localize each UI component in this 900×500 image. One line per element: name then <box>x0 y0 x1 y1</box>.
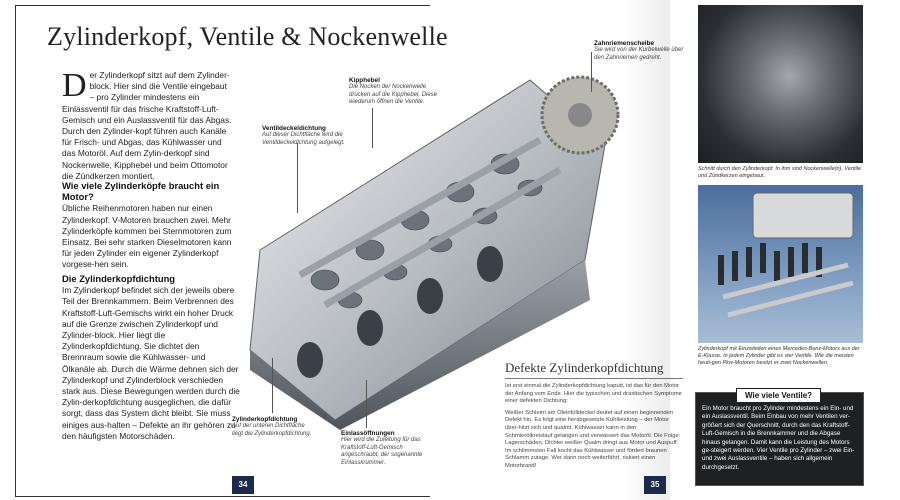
photo-head-cross-section <box>698 5 863 163</box>
leader-line <box>591 52 592 92</box>
section-heading: Die Zylinderkopfdichtung <box>62 273 176 284</box>
callout-title: Kipphebel <box>349 77 380 84</box>
page-number-left: 34 <box>232 476 254 494</box>
defect-paragraph-1: Ist erst einmal die Zylinderkopfdichtung kaputt, ist das für den Motor der Anfang vom Ende. Hier die typischen und drastischen Symptome einer defekten Dichtung: <box>505 383 682 405</box>
engine-parts-graphic <box>698 185 863 343</box>
callout-text: Auf dieser Dichtfläche wird die Ventildeckeldichtung aufgelegt. <box>262 132 345 146</box>
intro-text: er Zylinderkopf sitzt auf dem Zylinder-block. Hier sind die Ventile eingebaut – pro Zylinder mindestens ein Einlassventil für das frische Kraftstoff-Luft-Gemisch und ein Auslassventil für das Abgas. Durch den Zylinder-kopf führen auch Kanäle für Frisch- und Abgas, das Kühlwasser und das Motoröl. Auf dem Zylin-derkopf sind Nockenwelle, Kipphebel und beim Ottomotor die Zündkerzen montiert. <box>62 70 232 181</box>
callout-head-gasket <box>232 416 317 438</box>
callout-text: Hier wird die Zuleitung für das Kraftstoff-Luft-Gemisch angeschraubt, der sogenannte Einlasskrümmer. <box>341 437 423 466</box>
callout-rocker-arm <box>349 77 439 107</box>
info-box-text: Ein Motor braucht pro Zylinder mindestens ein Ein- und ein Auslassventil. Beim Einbau von mehr Ventilen ver-größert sich der Querschnitt, durch den das Kraftstoff-Luft-Gemisch in die Brennkammer und die Abgase hinaus gelangen. Damit kann die Leistung des Motors ge-steigert werden. Vier Ventile pro Zylinder – zwei Ein- und zwei Auslassventile – haben sich allgemein durchgesetzt. <box>702 405 855 471</box>
photo-engine-parts <box>698 185 863 343</box>
section-text: Übliche Reihenmotoren haben nur einen Zylinderkopf. V-Motoren brauchen zwei. Mehr Zylinderköpfe kommen bei Sternmotoren zum Einsatz. Bei sehr starken Dieselmotoren kann für jeden Zylinder ein eigener Zylinderkopf vorgese-hen sein. <box>62 203 232 270</box>
callout-title: Einlassöffnungen <box>341 430 395 437</box>
defect-paragraph-2: Weißer Schleim am Öleinfülldeckel deutet auf einen beginnenden Defekt hin. Es folgt eine herabgesetzte Kühlleistung – der Motor über-hitzt sich und qualmt. Kühlwasser kann in den Schmierölkreislauf gelangen und verwässert das Motoröl. Die Folge: Lagerschäden. Dichter weißer Qualm dringt aus Motor und Auspuff. Im schlimmsten Fall kocht das Kühlwasser und fördert braunen Schlamm zutage. Wer dann noch weiterfährt, riskiert einen Motorbrand! <box>505 409 681 469</box>
callout-text: Auf der unteren Dichtfläche liegt die Zylinderkopfdichtung. <box>232 423 312 437</box>
callout-title: Ventildeckeldichtung <box>262 125 326 132</box>
photo-caption-2: Zylinderkopf mit Einzelteilen eines Mercedes-Benz-Motors aus der E-Klasse. In jedem Zylinder gibt es vier Ventile. Wie die meisten heuti-gen Pkw-Motoren besitzt er zwei Nockenwellen. <box>698 346 860 366</box>
leader-line <box>297 143 298 213</box>
section-cylinder-heads <box>62 180 240 271</box>
drop-cap: D <box>62 67 87 104</box>
info-box-valves <box>695 392 864 486</box>
defect-title: Defekte Zylinderkopfdichtung <box>505 360 683 379</box>
defect-gasket-box <box>505 360 683 475</box>
section-heading: Wie viele Zylinderköpfe braucht ein Motor? <box>62 180 220 203</box>
callout-title: Zylinderkopfdichtung <box>232 416 298 423</box>
callout-timing-pulley <box>594 40 684 62</box>
page-number-right: 35 <box>644 476 666 494</box>
info-box-title: Wie viele Ventile? <box>736 388 821 403</box>
callout-title: Zahnriemenscheibe <box>594 40 655 47</box>
timing-pulley-hub <box>568 103 592 127</box>
leader-line <box>372 108 373 148</box>
photo-caption-1: Schnitt durch den Zylinderkopf. In ihm sind Nockenwelle(n), Ventile und Zündkerzen eingebaut. <box>698 166 862 179</box>
callout-intake-ports <box>341 430 433 467</box>
callout-text: Sie wird von der Kurbelwelle über den Zahnriemen gedreht. <box>594 47 684 61</box>
page-title: Zylinderkopf, Ventile & Nockenwelle <box>47 22 448 51</box>
leader-line <box>366 380 367 428</box>
leader-line <box>272 358 273 413</box>
intro-paragraph <box>62 67 232 182</box>
callout-valve-cover-gasket <box>262 125 352 147</box>
callout-text: Die Nocken der Nockenwelle drücken auf die Kipphebel. Diese wiederum öffnen die Ventile. <box>349 84 438 106</box>
section-text: Im Zylinderkopf befindet sich der jeweils obere Teil der Brennkammern. Beim Verbrennen des Kraftstoff-Luft-Gemischs wirkt ein hoher Druck auf die Grenze zwischen Zylinderkopf und Zylinder-block. Hier liegt die Zylinderkopfdichtung. Sie dichtet den Brennraum sowie die Kühlwasser- und Ölkanäle ab. Durch die Wärme dehnen sich der Zylinderkopf und Zylinderblock verschieden stark aus. Diese Bewegungen werden durch die Zylin-derkopfdichtung ausgeglichen, die dafür sorgt, dass das System dicht bleibt. Sie muss einiges aus-halten – Defekte an ihr gehören zu den häufigsten Motorschäden. <box>62 285 240 441</box>
section-head-gasket <box>62 273 240 442</box>
